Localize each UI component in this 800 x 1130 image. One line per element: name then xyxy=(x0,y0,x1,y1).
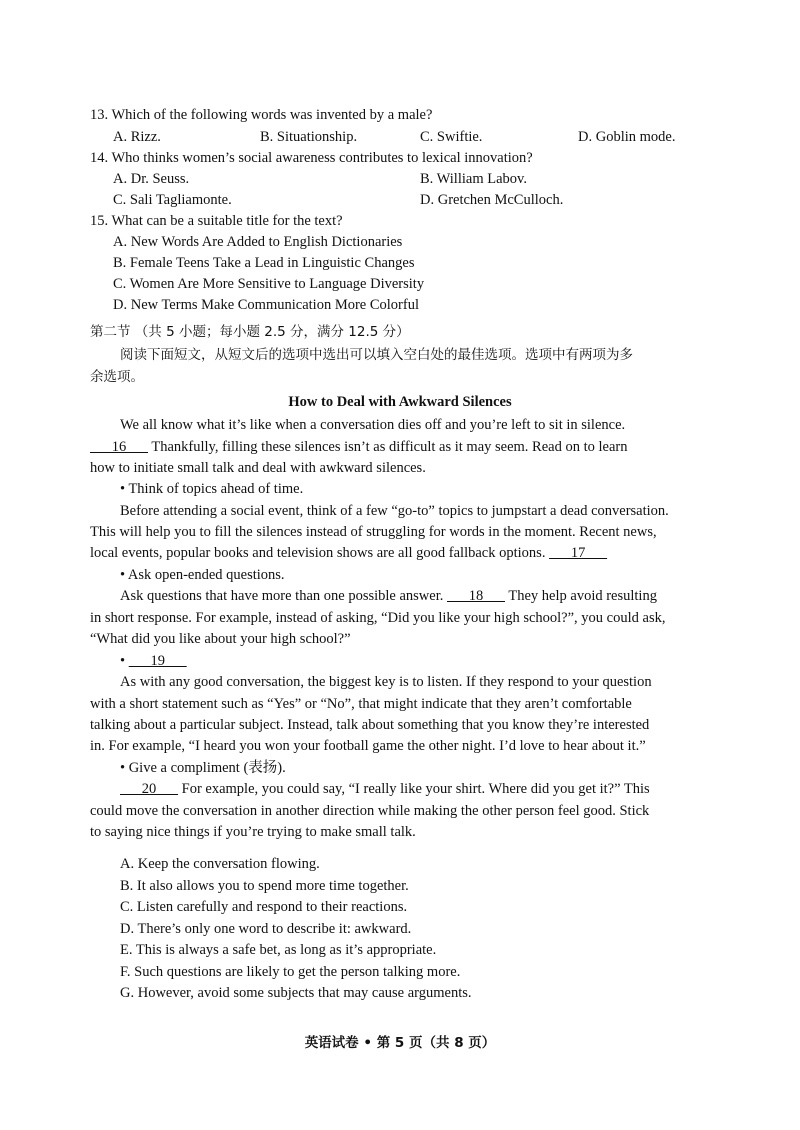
passage-paragraph-5 xyxy=(120,778,650,800)
q13-option-d: D. Goblin mode. xyxy=(578,129,676,145)
tip-heading-3 xyxy=(120,650,187,672)
passage-title: How to Deal with Awkward Silences xyxy=(288,394,512,410)
question-14-stem: 14. Who thinks women’s social awareness contributes to lexical innovation? xyxy=(90,150,533,166)
passage-paragraph-1-line-3: how to initiate small talk and deal with awkward silences. xyxy=(90,460,426,476)
q14-option-b: B. William Labov. xyxy=(420,171,527,187)
page-footer: 英语试卷 • 第 5 页（共 8 页） xyxy=(304,1035,496,1051)
passage-paragraph-3 xyxy=(120,585,657,607)
choice-e: E. This is always a safe bet, as long as it’s appropriate. xyxy=(120,942,437,958)
passage-text: For example, you could say, “I really like your shirt. Where did you get it?” This xyxy=(181,781,650,797)
q15-option-d: D. New Terms Make Communication More Colorful xyxy=(113,297,419,313)
passage-paragraph-4-line-4: in. For example, “I heard you won your football game the other night. I’d love to hear about it.” xyxy=(90,738,646,754)
q14-option-c: C. Sali Tagliamonte. xyxy=(113,192,232,208)
choice-g: G. However, avoid some subjects that may cause arguments. xyxy=(120,985,472,1001)
blank-16: 16 xyxy=(90,439,148,455)
q13-option-b: B. Situationship. xyxy=(260,129,358,145)
passage-paragraph-3-line-3: “What did you like about your high school?” xyxy=(90,631,351,647)
passage-paragraph-2-line-2: This will help you to fill the silences instead of struggling for words in the moment. Recent news, xyxy=(90,524,657,540)
tip-heading-4: • Give a compliment (表扬). xyxy=(120,760,286,776)
passage-text: Thankfully, filling these silences isn’t as difficult as it may seem. Read on to learn xyxy=(151,439,628,455)
passage-text: They help avoid resulting xyxy=(508,588,657,604)
question-15-stem: 15. What can be a suitable title for the text? xyxy=(90,213,343,229)
section-2-instruction-cont: 余选项。 xyxy=(90,369,144,385)
passage-paragraph-5-line-2: could move the conversation in another direction while making the other person feel good. Stick xyxy=(90,803,650,819)
section-2-instruction: 阅读下面短文，从短文后的选项中选出可以填入空白处的最佳选项。选项中有两项为多 xyxy=(120,347,633,363)
passage-paragraph-1: We all know what it’s like when a conversation dies off and you’re left to sit in silence. xyxy=(120,417,626,433)
q13-option-a: A. Rizz. xyxy=(113,129,161,145)
passage-paragraph-2: Before attending a social event, think of a few “go-to” topics to jumpstart a dead conversation. xyxy=(120,503,669,519)
bullet: • xyxy=(120,653,126,669)
choice-f: F. Such questions are likely to get the person talking more. xyxy=(120,964,461,980)
blank-20: 20 xyxy=(120,781,178,797)
passage-text: Ask questions that have more than one possible answer. xyxy=(120,588,444,604)
choice-a: A. Keep the conversation flowing. xyxy=(120,856,320,872)
choice-d: D. There’s only one word to describe it: awkward. xyxy=(120,921,412,937)
passage-paragraph-1-line-2 xyxy=(90,436,627,458)
choice-c: C. Listen carefully and respond to their reactions. xyxy=(120,899,408,915)
q14-option-d: D. Gretchen McCulloch. xyxy=(420,192,564,208)
q15-option-c: C. Women Are More Sensitive to Language Diversity xyxy=(113,276,425,292)
blank-17: 17 xyxy=(549,545,608,561)
choice-b: B. It also allows you to spend more time together. xyxy=(120,878,409,894)
passage-paragraph-2-line-3 xyxy=(90,542,607,564)
passage-paragraph-4-line-3: talking about a particular subject. Instead, talk about something that you know they’re interested xyxy=(90,717,650,733)
section-2-heading: 第二节 （共 5 小题；每小题 2.5 分，满分 12.5 分） xyxy=(90,324,410,340)
tip-heading-2: • Ask open-ended questions. xyxy=(120,567,285,583)
q14-option-a: A. Dr. Seuss. xyxy=(113,171,190,187)
question-13-stem: 13. Which of the following words was invented by a male? xyxy=(90,107,433,123)
q15-option-a: A. New Words Are Added to English Dictionaries xyxy=(113,234,403,250)
q15-option-b: B. Female Teens Take a Lead in Linguistic Changes xyxy=(113,255,415,271)
passage-paragraph-3-line-2: in short response. For example, instead of asking, “Did you like your high school?”, you could ask, xyxy=(90,610,666,626)
blank-19: 19 xyxy=(128,653,187,669)
passage-paragraph-4-line-2: with a short statement such as “Yes” or “No”, that might indicate that they aren’t comfortable xyxy=(90,696,632,712)
tip-heading-1: • Think of topics ahead of time. xyxy=(120,481,304,497)
blank-18: 18 xyxy=(447,588,505,604)
passage-paragraph-5-line-3: to saying nice things if you’re trying to make small talk. xyxy=(90,824,416,840)
q13-option-c: C. Swiftie. xyxy=(420,129,483,145)
passage-paragraph-4: As with any good conversation, the biggest key is to listen. If they respond to your question xyxy=(120,674,652,690)
passage-text: local events, popular books and television shows are all good fallback options. xyxy=(90,545,546,561)
